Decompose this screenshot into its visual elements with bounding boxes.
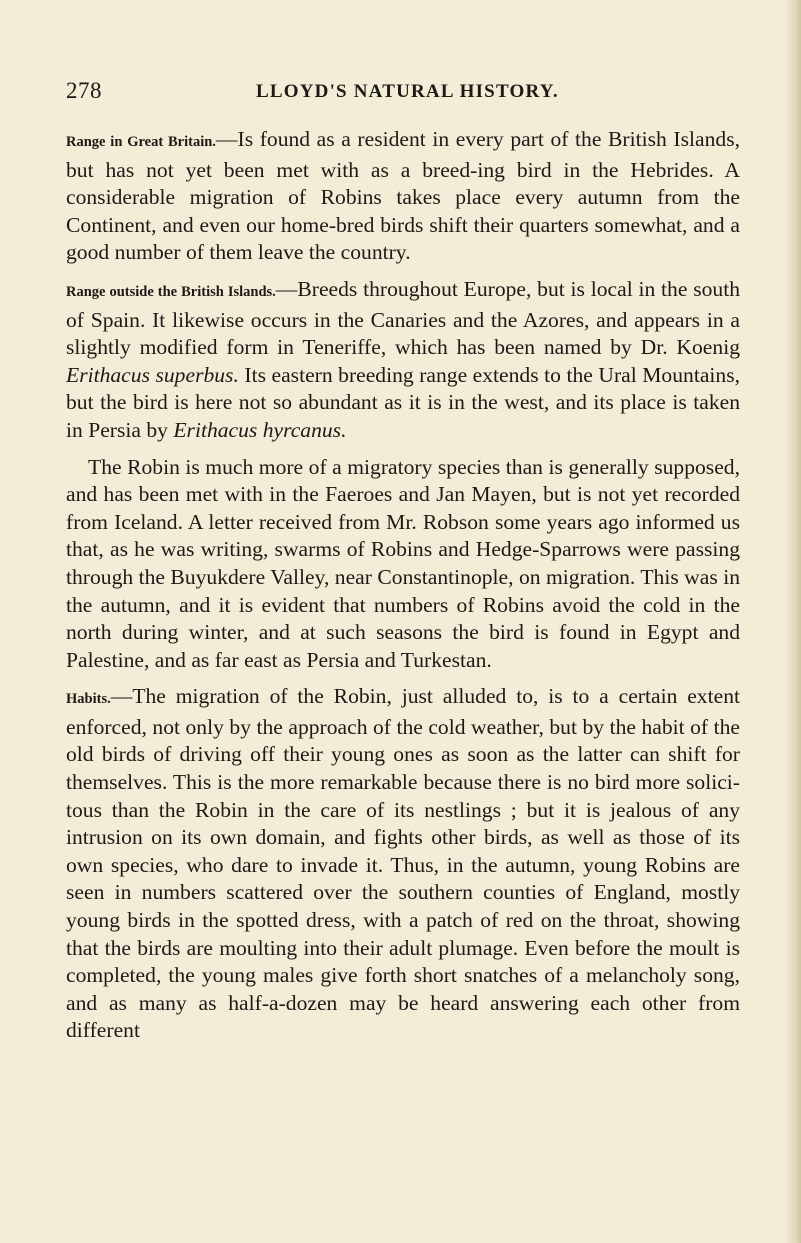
paragraph-habits [66, 683, 740, 1045]
section-heading-range-outside: Range outside the British Islands. [66, 283, 276, 300]
species-name-superbus: Erithacus superbus. [66, 362, 239, 387]
body-text [66, 126, 740, 1054]
species-name-hyrcanus: Erithacus hyrcanus. [173, 417, 347, 442]
section-heading-range-great-britain: Range in Great Britain. [66, 134, 216, 150]
paragraph-text: Its eastern breeding range extends to the Ural Mountains, but the bird is here not so abundant as it is in the west, and its place is taken in Persia by [66, 362, 741, 442]
page-edge [787, 0, 801, 1243]
section-heading-habits: Habits. [66, 691, 111, 708]
paragraph-range-outside [66, 276, 740, 445]
paragraph-text: —Is found as a resident in every part of the British Islands, but has not yet been met with as a breed-ing bird in the Hebrides. A considerable migration of Robins takes place every autumn from the Continent, and even our home-bred birds shift their quarters somewhat, and a good number of them leave the country. [66, 127, 740, 265]
running-title: LLOYD'S NATURAL HISTORY. [256, 81, 559, 102]
paragraph-text: The Robin is much more of a migratory species than is generally supposed, and has been met with in the Faeroes and Jan Mayen, but is not yet recorded from Iceland. A letter received from Mr. Robson some years ago informed us that, as he was writing, swarms of Robins and Hedge-Sparrows were passing through the Buyukdere Valley, near Constantinople, on migration. This was in the autumn, and it is evident that numbers of Robins avoid the cold in the north during winter, and at such seasons the bird is found in Egypt and Palestine, and as far east as Persia and Turkestan. [66, 454, 740, 672]
paragraph-text: —Breeds throughout Europe, but is local in the south of Spain. It likewise occurs in the Canaries and the Azores, and appears in a slightly modified form in Teneriffe, which has been named by Dr. Koenig [66, 276, 740, 360]
page-header [66, 78, 736, 108]
paragraph-text: —The migration of the Robin, just alluded to, is to a certain extent enforced, not only by the approach of the cold weather, but by the habit of the old birds of driving off their young ones as soon as the latter can shift for themselves. This is the more remarkable because there is no bird more solici-tous than the Robin in the care of its nestlings ; but it is jealous of any intrusion on its own domain, and fights other birds, as well as those of its own species, who dare to invade it. Thus, in the autumn, young Robins are seen in numbers scattered over the southern counties of England, mostly young birds in the spotted dress, with a patch of red on the throat, showing that the birds are moulting into their adult plumage. Even before the moult is completed, the young males give forth short snatches of a melancholy song, and as many as half-a-dozen may be heard answering each other from different [66, 684, 740, 1043]
paragraph-range-great-britain [66, 126, 740, 267]
page-number: 278 [66, 78, 102, 103]
paragraph-migration [66, 454, 740, 675]
